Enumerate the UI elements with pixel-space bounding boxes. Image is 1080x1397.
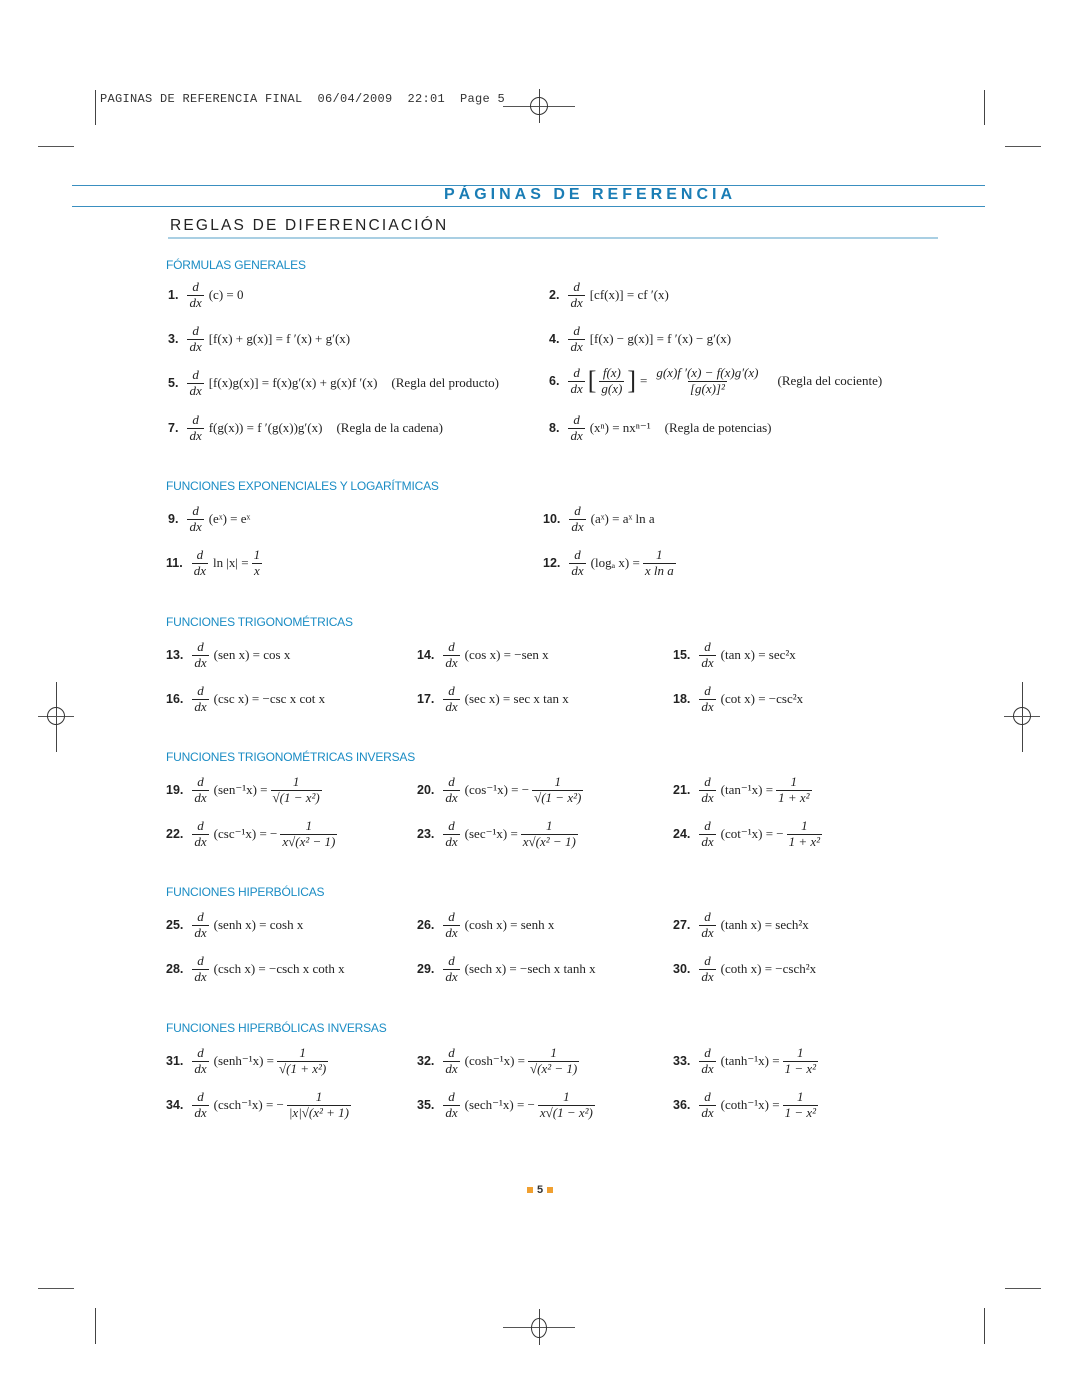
registration-mark-icon — [47, 707, 65, 725]
formula-expression: (senh⁻¹x) = — [213, 1053, 274, 1069]
formula-number: 7. — [168, 421, 179, 436]
formula-number: 31. — [166, 1054, 184, 1069]
formula-number: 20. — [417, 783, 435, 798]
formula-number: 30. — [673, 962, 691, 977]
derivative-operator: $\frac{d}{dx}$ — [194, 953, 207, 984]
section-heading: FUNCIONES TRIGONOMÉTRICAS INVERSAS — [166, 750, 416, 764]
formula-number: 18. — [673, 692, 691, 707]
formula-expression: (sech⁻¹x) = − — [464, 1097, 535, 1113]
formula — [417, 1046, 582, 1077]
formula-number: 1. — [168, 288, 179, 303]
band-title: PÁGINAS DE REFERENCIA — [443, 186, 737, 203]
derivative-operator: $\frac{d}{dx}$ — [701, 639, 714, 670]
derivative-operator: $\frac{d}{dx}$ — [701, 909, 714, 940]
derivative-operator: $\frac{d}{dx}$ — [571, 503, 584, 534]
header-rule-bottom — [72, 206, 985, 207]
formula-expression: (cos⁻¹x) = − — [464, 782, 530, 798]
formula-number: 17. — [417, 692, 435, 707]
derivative-operator: $\frac{d}{dx}$ — [194, 909, 207, 940]
derivative-operator: $\frac{d}{dx}$ — [701, 953, 714, 984]
derivative-operator: $\frac{d}{dx}$ — [570, 365, 583, 396]
formula — [417, 640, 549, 671]
rule-name: (Regla de potencias) — [664, 420, 772, 436]
crop-mark — [1005, 146, 1041, 147]
formula-number: 34. — [166, 1098, 184, 1113]
formula-expression: (tanh x) = sech²x — [720, 917, 809, 933]
formula-expression: [f(x)g(x)] = f(x)g′(x) + g(x)f ′(x) — [208, 375, 378, 391]
formula-number: 19. — [166, 783, 184, 798]
formula-expression: (xⁿ) = nxⁿ⁻¹ — [589, 420, 651, 436]
formula-number: 2. — [549, 288, 560, 303]
formula-number: 32. — [417, 1054, 435, 1069]
derivative-operator: $\frac{d}{dx}$ — [189, 412, 202, 443]
derivative-operator: $\frac{d}{dx}$ — [701, 774, 714, 805]
formula-number: 15. — [673, 648, 691, 663]
formula-expression: (cosh⁻¹x) = — [464, 1053, 525, 1069]
formula — [166, 1090, 354, 1121]
formula-result: $\frac{1}{\text{x ln a}}$ — [644, 547, 674, 578]
formula-number: 5. — [168, 376, 179, 391]
formula — [543, 548, 679, 579]
formula-number: 28. — [166, 962, 184, 977]
formula-number: 21. — [673, 783, 691, 798]
crop-mark — [984, 90, 985, 125]
formula-expression: (c) = 0 — [208, 287, 244, 303]
formula-number: 11. — [166, 556, 183, 571]
formula-number: 14. — [417, 648, 435, 663]
formula-number: 36. — [673, 1098, 691, 1113]
formula-result: $\frac{1}{\text{1 + x²}}$ — [788, 818, 821, 849]
formula-result: $\frac{1}{\text{x√(1 − x²)}}$ — [539, 1089, 593, 1120]
formula-result: $\frac{1}{\text{√(1 + x²)}}$ — [279, 1045, 327, 1076]
formula — [673, 640, 796, 671]
print-slug: PAGINAS DE REFERENCIA FINAL 06/04/2009 22:01 Page 5 — [100, 92, 506, 106]
formula — [673, 1090, 821, 1121]
formula-number: 10. — [543, 512, 561, 527]
formula-number: 33. — [673, 1054, 691, 1069]
registration-mark-icon — [1013, 707, 1031, 725]
derivative-operator: $\frac{d}{dx}$ — [189, 503, 202, 534]
crop-mark — [95, 90, 96, 125]
section-heading: FÓRMULAS GENERALES — [166, 258, 306, 272]
derivative-operator: $\frac{d}{dx}$ — [193, 547, 206, 578]
formula — [168, 413, 443, 444]
derivative-operator: $\frac{d}{dx}$ — [189, 279, 202, 310]
section-heading: FUNCIONES HIPERBÓLICAS INVERSAS — [166, 1021, 387, 1035]
formula-expression: (logₐ x) = — [590, 555, 640, 571]
derivative-operator: $\frac{d}{dx}$ — [194, 818, 207, 849]
formula-result: $\frac{1}{\text{√(1 − x²)}}$ — [534, 774, 582, 805]
quotient: $\frac{f(x)}{g(x)}$ — [601, 365, 623, 396]
page-title: REGLAS DE DIFERENCIACIÓN — [170, 217, 449, 234]
derivative-operator: $\frac{d}{dx}$ — [570, 279, 583, 310]
formula-number: 16. — [166, 692, 184, 707]
formula — [549, 324, 731, 355]
formula — [673, 954, 816, 985]
derivative-operator: $\frac{d}{dx}$ — [445, 953, 458, 984]
formula — [168, 280, 243, 311]
section-heading: FUNCIONES EXPONENCIALES Y LOGARÍTMICAS — [166, 479, 439, 493]
formula — [673, 684, 803, 715]
formula — [166, 640, 290, 671]
formula-expression: (coth⁻¹x) = — [720, 1097, 780, 1113]
derivative-operator: $\frac{d}{dx}$ — [445, 818, 458, 849]
derivative-operator: $\frac{d}{dx}$ — [570, 323, 583, 354]
derivative-operator: $\frac{d}{dx}$ — [194, 639, 207, 670]
formula — [673, 819, 825, 850]
formula-expression: (cosh x) = senh x — [464, 917, 555, 933]
derivative-operator: $\frac{d}{dx}$ — [701, 818, 714, 849]
derivative-operator: $\frac{d}{dx}$ — [701, 1089, 714, 1120]
formula: 6. $\frac{d}{dx}$ [ $\frac{f(x)}{g(x)}$ ] = $\frac{g(x)f '(x) - f(x)g'(x)}{\text{[g(x)]²}}$ (Regla del cociente) — [549, 365, 883, 396]
crop-mark — [38, 1288, 74, 1289]
formula — [673, 910, 809, 941]
formula-expression: (sen⁻¹x) = — [213, 782, 268, 798]
formula-result: $\frac{1}{\text{x√(x² − 1)}}$ — [522, 818, 576, 849]
formula — [166, 548, 265, 579]
formula-expression: [f(x) − g(x)] = f ′(x) − g′(x) — [589, 331, 732, 347]
formula-result: $\frac{1}{\text{1 − x²}}$ — [784, 1089, 817, 1120]
formula-expression: (coth x) = −csch²x — [720, 961, 817, 977]
formula — [168, 368, 499, 399]
formula-result: $\frac{1}{\text{x√(x² − 1)}}$ — [282, 818, 336, 849]
formula-number: 23. — [417, 827, 435, 842]
registration-mark-icon — [531, 1318, 547, 1338]
formula-number: 9. — [168, 512, 179, 527]
formula-expression: ln |x| = — [212, 555, 249, 571]
derivative-operator: $\frac{d}{dx}$ — [570, 412, 583, 443]
formula-expression: (csc x) = −csc x cot x — [213, 691, 326, 707]
formula-number: 35. — [417, 1098, 435, 1113]
formula-expression: (eˣ) = eˣ — [208, 511, 251, 527]
formula-number: 29. — [417, 962, 435, 977]
formula — [673, 775, 815, 806]
formula-expression: (sec⁻¹x) = — [464, 826, 518, 842]
rule-name: (Regla de la cadena) — [336, 420, 443, 436]
crop-mark — [984, 1308, 985, 1344]
derivative-operator: $\frac{d}{dx}$ — [445, 1089, 458, 1120]
rule-name: (Regla del producto) — [391, 375, 499, 391]
formula-number: 12. — [543, 556, 561, 571]
registration-mark-icon — [530, 97, 548, 115]
formula — [549, 413, 772, 444]
formula — [549, 280, 669, 311]
formula-result: $\frac{1}{\text{1 + x²}}$ — [778, 774, 810, 805]
formula-number: 24. — [673, 827, 691, 842]
page-number — [0, 1184, 1080, 1196]
derivative-operator: $\frac{d}{dx}$ — [194, 774, 207, 805]
formula — [543, 504, 655, 535]
rule-name: (Regla del cociente) — [777, 373, 883, 389]
formula-number: 6. — [549, 374, 560, 389]
derivative-operator: $\frac{d}{dx}$ — [194, 683, 207, 714]
formula — [168, 324, 350, 355]
formula-expression: (csc⁻¹x) = − — [213, 826, 278, 842]
formula-number: 4. — [549, 332, 560, 347]
derivative-operator: $\frac{d}{dx}$ — [701, 683, 714, 714]
formula-expression: (cos x) = −sen x — [464, 647, 549, 663]
formula — [417, 954, 596, 985]
derivative-operator: $\frac{d}{dx}$ — [445, 1045, 458, 1076]
formula — [417, 910, 554, 941]
formula-result: $\frac{1}{\text{|x|√(x² + 1)}}$ — [288, 1089, 350, 1120]
formula-expression: (tanh⁻¹x) = — [720, 1053, 780, 1069]
formula-number: 3. — [168, 332, 179, 347]
formula-expression: [f(x) + g(x)] = f ′(x) + g′(x) — [208, 331, 351, 347]
derivative-operator: $\frac{d}{dx}$ — [445, 909, 458, 940]
formula — [166, 819, 340, 850]
derivative-operator: $\frac{d}{dx}$ — [571, 547, 584, 578]
formula — [166, 910, 303, 941]
derivative-operator: $\frac{d}{dx}$ — [194, 1089, 207, 1120]
formula-expression: (sen x) = cos x — [213, 647, 291, 663]
formula-number: 8. — [549, 421, 560, 436]
formula-expression: (sec x) = sec x tan x — [464, 691, 569, 707]
formula-result: $\frac{1}{\text{√(1 − x²)}}$ — [272, 774, 320, 805]
derivative-operator: $\frac{d}{dx}$ — [189, 367, 202, 398]
formula-expression: (senh x) = cosh x — [213, 917, 304, 933]
formula-number: 27. — [673, 918, 691, 933]
formula-expression: (csch⁻¹x) = − — [213, 1097, 284, 1113]
formula — [168, 504, 250, 535]
crop-mark — [95, 1308, 96, 1344]
formula-result: $\frac{1}{\text{1 − x²}}$ — [784, 1045, 817, 1076]
formula — [417, 684, 569, 715]
crop-mark — [38, 146, 74, 147]
quotient-result: $\frac{g(x)f '(x) - f(x)g'(x)}{\text{[g(x)]²}}$ — [656, 365, 759, 396]
formula-result: $\frac{1}{x}$ — [253, 547, 261, 578]
formula-number: 22. — [166, 827, 184, 842]
formula — [166, 954, 345, 985]
derivative-operator: $\frac{d}{dx}$ — [445, 639, 458, 670]
derivative-operator: $\frac{d}{dx}$ — [701, 1045, 714, 1076]
derivative-operator: $\frac{d}{dx}$ — [445, 774, 458, 805]
formula-expression: (tan⁻¹x) = — [720, 782, 774, 798]
derivative-operator: $\frac{d}{dx}$ — [445, 683, 458, 714]
page-marker-icon — [527, 1187, 533, 1193]
derivative-operator: $\frac{d}{dx}$ — [194, 1045, 207, 1076]
formula — [417, 775, 586, 806]
formula-expression: (csch x) = −csch x coth x — [213, 961, 345, 977]
page-number-text: 5 — [536, 1184, 544, 1196]
formula — [417, 819, 581, 850]
formula-expression: f(g(x)) = f ′(g(x))g′(x) — [208, 420, 323, 436]
formula-expression: (sech x) = −sech x tanh x — [464, 961, 596, 977]
formula-expression: (cot x) = −csc²x — [720, 691, 804, 707]
crop-mark — [1005, 1288, 1041, 1289]
formula-result: $\frac{1}{\text{√(x² − 1)}}$ — [530, 1045, 578, 1076]
formula — [166, 775, 325, 806]
derivative-operator: $\frac{d}{dx}$ — [189, 323, 202, 354]
formula-number: 13. — [166, 648, 184, 663]
formula-number: 25. — [166, 918, 184, 933]
formula — [673, 1046, 821, 1077]
formula — [166, 1046, 331, 1077]
formula-expression: (aˣ) = aˣ ln a — [590, 511, 655, 527]
section-heading: FUNCIONES HIPERBÓLICAS — [166, 885, 325, 899]
formula-expression: [cf(x)] = cf ′(x) — [589, 287, 669, 303]
section-heading: FUNCIONES TRIGONOMÉTRICAS — [166, 615, 353, 629]
formula-expression: (cot⁻¹x) = − — [720, 826, 784, 842]
formula — [166, 684, 325, 715]
formula — [417, 1090, 598, 1121]
page-marker-icon — [547, 1187, 553, 1193]
formula-expression: (tan x) = sec²x — [720, 647, 796, 663]
formula-number: 26. — [417, 918, 435, 933]
title-rule — [168, 237, 938, 239]
